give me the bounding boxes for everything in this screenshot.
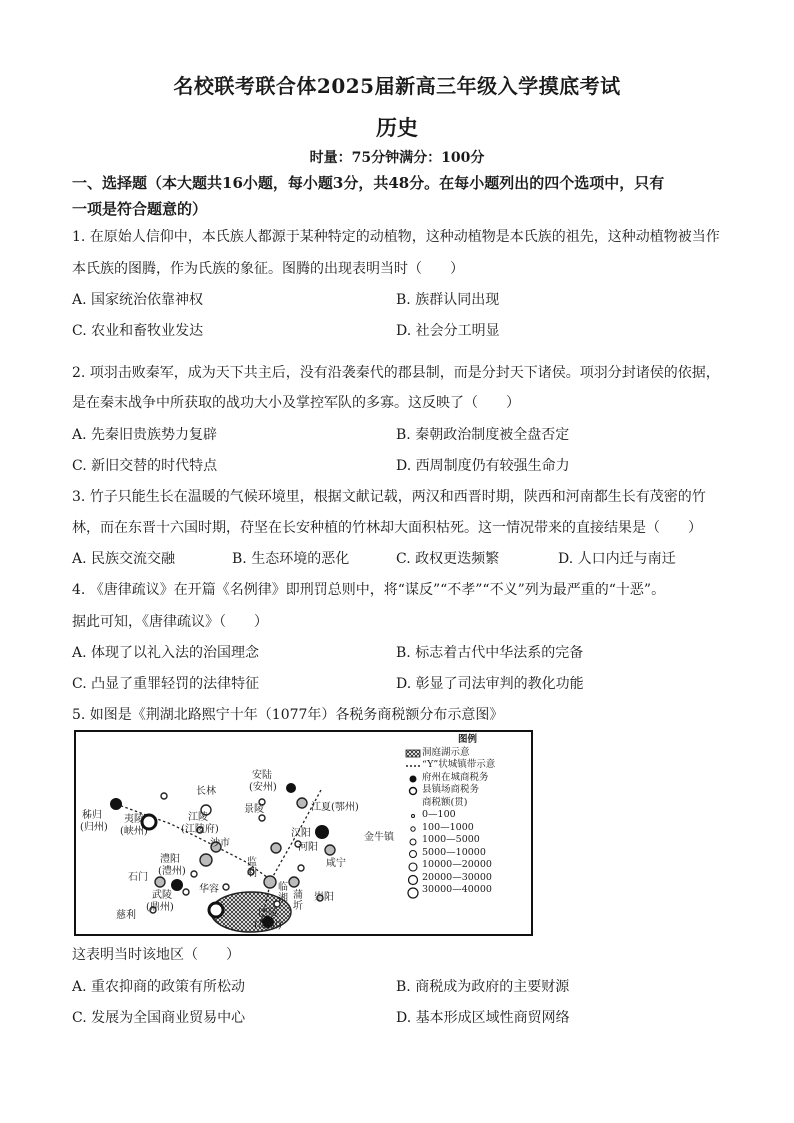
legend-title: 图例 <box>457 734 477 745</box>
q5-option-c: C. 发展为全国商业贸易中心 <box>72 1010 246 1026</box>
label-shashi: 沙市 <box>210 838 230 849</box>
legend-tier-3: 1000—5000 <box>422 834 480 845</box>
label-changlin: 长林 <box>196 786 216 797</box>
label-jinniu: 金牛镇 <box>364 832 394 843</box>
label-xianning: 咸宁 <box>326 858 346 869</box>
label-yiling: 夷陵 <box>124 814 144 825</box>
label-chongyang: 崇阳 <box>314 892 334 903</box>
label-heyang: 河阳 <box>298 842 318 853</box>
q1-option-a: A. 国家统治依靠神权 <box>72 292 204 308</box>
label-linxiang: 临湘 <box>278 882 288 904</box>
exam-meta: 时量：75分钟满分：100分 <box>309 150 485 166</box>
q3-option-c: C. 政权更迭频繁 <box>396 551 500 567</box>
label-yuezhou: (岳州) <box>254 920 282 931</box>
label-cili: 慈利 <box>116 910 136 921</box>
q4-stem-line1: 4. 《唐律疏议》在开篇《名例律》即刑罚总则中，将“谋反”“不孝”“不义”列为最严重的“十恶”。 <box>72 582 666 598</box>
tax-distribution-map <box>74 730 533 936</box>
label-hanyang: 汉阳 <box>291 828 311 839</box>
label-wuling: 武陵 <box>152 890 172 901</box>
q4-option-a: A. 体现了以礼入法的治国理念 <box>72 645 260 661</box>
label-shimen: 石门 <box>128 872 148 883</box>
legend-tier-1: 0—100 <box>422 809 456 820</box>
label-baling: 巴陵 <box>258 908 278 919</box>
q2-stem-line2: 是在秦末战争中所获取的战功大小及掌控军队的多寡。这反映了（ ） <box>72 395 520 411</box>
q2-option-b: B. 秦朝政治制度被全盘否定 <box>396 427 570 443</box>
legend-county: 县镇场商税务 <box>422 784 480 795</box>
q1-stem-line1: 1. 在原始人信仰中，本氏族人都源于某种特定的动植物，这种动植物是本氏族的祖先，这种动植物被当作 <box>72 229 720 245</box>
q2-stem-line1: 2. 项羽击败秦军，成为天下共主后，没有沿袭秦代的郡县制，而是分封天下诸侯。项羽分封诸侯的依据， <box>72 365 720 381</box>
q4-option-d: D. 彰显了司法审判的教化功能 <box>396 676 584 692</box>
q3-stem-line2: 林，而在东晋十六国时期，苻坚在长安种植的竹林却大面积枯死。这一情况带来的直接结果是（ ） <box>72 520 702 536</box>
legend-prefecture: 府州在城商税务 <box>422 771 489 783</box>
label-jianglingfu: (江陵府) <box>181 824 219 835</box>
q1-stem-line2: 本氏族的图腾，作为氏族的象征。图腾的出现表明当时（ ） <box>72 261 464 277</box>
section-heading-line1: 一、选择题（本大题共16小题，每小题3分，共48分。在每小题列出的四个选项中，只有 <box>72 174 665 192</box>
q3-option-b: B. 生态环境的恶化 <box>232 551 350 567</box>
legend-tier-2: 100—1000 <box>422 821 474 833</box>
q5-option-a: A. 重农抑商的政策有所松动 <box>72 979 246 995</box>
legend-amount-label: 商税额(贯) <box>422 796 468 808</box>
subject-title: 历史 <box>376 115 418 140</box>
q5-option-d: D. 基本形成区域性商贸网络 <box>396 1010 570 1026</box>
section-heading-line2: 一项是符合题意的） <box>72 200 208 218</box>
legend-tier-7: 30000—40000 <box>422 884 492 895</box>
q4-option-b: B. 标志着古代中华法系的完备 <box>396 645 584 661</box>
q2-option-c: C. 新旧交替的时代特点 <box>72 458 218 474</box>
label-liyang: 澧阳 <box>160 854 180 865</box>
q1-option-b: B. 族群认同出现 <box>396 292 500 308</box>
legend-tier-4: 5000—10000 <box>422 846 486 858</box>
q1-option-c: C. 农业和畜牧业发达 <box>72 323 204 339</box>
section-heading <box>72 170 732 222</box>
label-lizhou: (澧州) <box>158 866 186 877</box>
label-jingling: 景陵 <box>244 804 264 815</box>
exam-title: 名校联考联合体2025届新高三年级入学摸底考试 <box>173 74 621 98</box>
label-puqi: 蒲圻 <box>293 890 303 912</box>
legend-yzone: “Y”状城镇带示意 <box>422 759 496 770</box>
legend-tier-5: 10000—20000 <box>422 859 492 870</box>
label-huarong: 华容 <box>199 884 219 895</box>
q4-option-c: C. 凸显了重罪轻罚的法律特征 <box>72 676 260 692</box>
q3-stem-line1: 3. 竹子只能生长在温暖的气候环境里，根据文献记载，两汉和西晋时期，陕西和河南都生长有茂密的竹 <box>72 489 706 505</box>
label-jiangxia: 江夏(鄂州) <box>311 802 359 813</box>
label-anzhou: (安州) <box>249 782 277 793</box>
legend-lake: 洞庭湖示意 <box>422 746 470 758</box>
label-jiangling: 江陵 <box>188 812 208 823</box>
q3-option-a: A. 民族交流交融 <box>72 551 176 567</box>
q5-stem-line1: 5. 如图是《荆湖北路熙宁十年（1077年）各税务商税额分布示意图》 <box>72 707 504 723</box>
q4-stem-line2: 据此可知，《唐律疏议》（ ） <box>72 614 268 630</box>
label-dingzhou: (鼎州) <box>146 902 174 913</box>
label-jianli: 监利 <box>247 857 257 879</box>
q1-option-d: D. 社会分工明显 <box>396 323 500 339</box>
q3-option-d: D. 人口内迁与南迁 <box>558 551 676 567</box>
q2-option-d: D. 西周制度仍有较强生命力 <box>396 458 570 474</box>
label-anlu: 安陆 <box>252 770 272 781</box>
map-legend <box>406 734 529 897</box>
label-zigui: 秭归 <box>82 810 102 821</box>
q5-option-b: B. 商税成为政府的主要财源 <box>396 979 570 995</box>
label-xiazhou: (峡州) <box>120 826 148 837</box>
legend-tier-6: 20000—30000 <box>422 871 492 883</box>
q2-option-a: A. 先秦旧贵族势力复辟 <box>72 427 218 443</box>
label-guizhou: (归州) <box>80 822 108 833</box>
q5-stem-line2: 这表明当时该地区（ ） <box>72 947 240 963</box>
